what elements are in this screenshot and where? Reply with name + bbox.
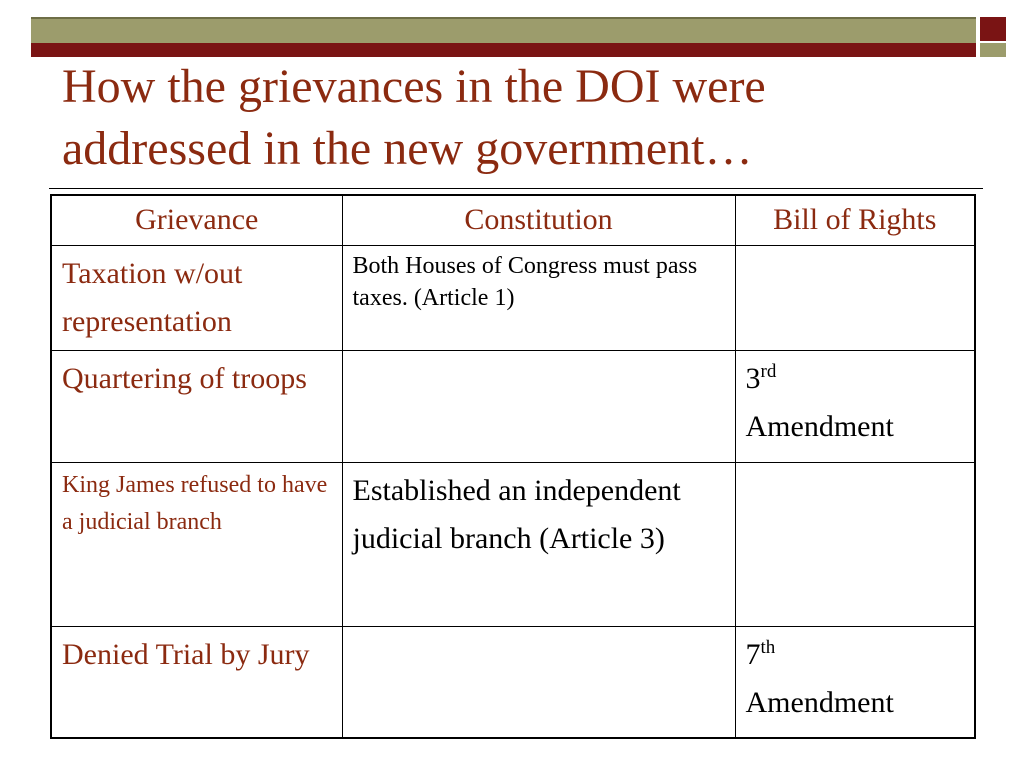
- amendment-ordinal-suffix: th: [760, 636, 776, 658]
- cell-bill-of-rights: [735, 350, 975, 462]
- amendment-label: Amendment: [745, 685, 894, 719]
- cell-constitution: Established an independent judicial branch (Article 3): [342, 462, 735, 626]
- table-row: [51, 350, 975, 462]
- header-constitution: Constitution: [342, 195, 735, 245]
- amendment-number: 7: [745, 637, 761, 671]
- top-decorative-bar: [31, 17, 976, 45]
- corner-block-olive: [980, 43, 1006, 57]
- table-header-row: [51, 195, 975, 245]
- corner-block-red: [980, 17, 1006, 41]
- cell-constitution: Both Houses of Congress must pass taxes. (Article 1): [342, 245, 735, 350]
- table-row: [51, 462, 975, 626]
- header-bill-of-rights: Bill of Rights: [735, 195, 975, 245]
- slide-title-line-2: addressed in the new government…: [62, 122, 753, 175]
- slide-title: [62, 56, 982, 180]
- amendment-number: 3: [745, 361, 761, 395]
- title-underline: [49, 188, 983, 189]
- grievances-table: [50, 194, 976, 739]
- cell-constitution: [342, 626, 735, 738]
- amendment-label: Amendment: [745, 409, 894, 443]
- header-grievance: Grievance: [51, 195, 342, 245]
- cell-grievance: Taxation w/out representation: [51, 245, 342, 350]
- cell-grievance: King James refused to have a judicial branch: [51, 462, 342, 626]
- amendment-ordinal-suffix: rd: [760, 360, 777, 382]
- slide-title-line-1: How the grievances in the DOI were: [62, 60, 766, 113]
- top-accent-stripe: [31, 43, 976, 57]
- cell-bill-of-rights: [735, 462, 975, 626]
- cell-constitution: [342, 350, 735, 462]
- cell-grievance: Denied Trial by Jury: [51, 626, 342, 738]
- cell-bill-of-rights: [735, 245, 975, 350]
- table-row: [51, 626, 975, 738]
- cell-grievance: Quartering of troops: [51, 350, 342, 462]
- table-row: [51, 245, 975, 350]
- cell-bill-of-rights: [735, 626, 975, 738]
